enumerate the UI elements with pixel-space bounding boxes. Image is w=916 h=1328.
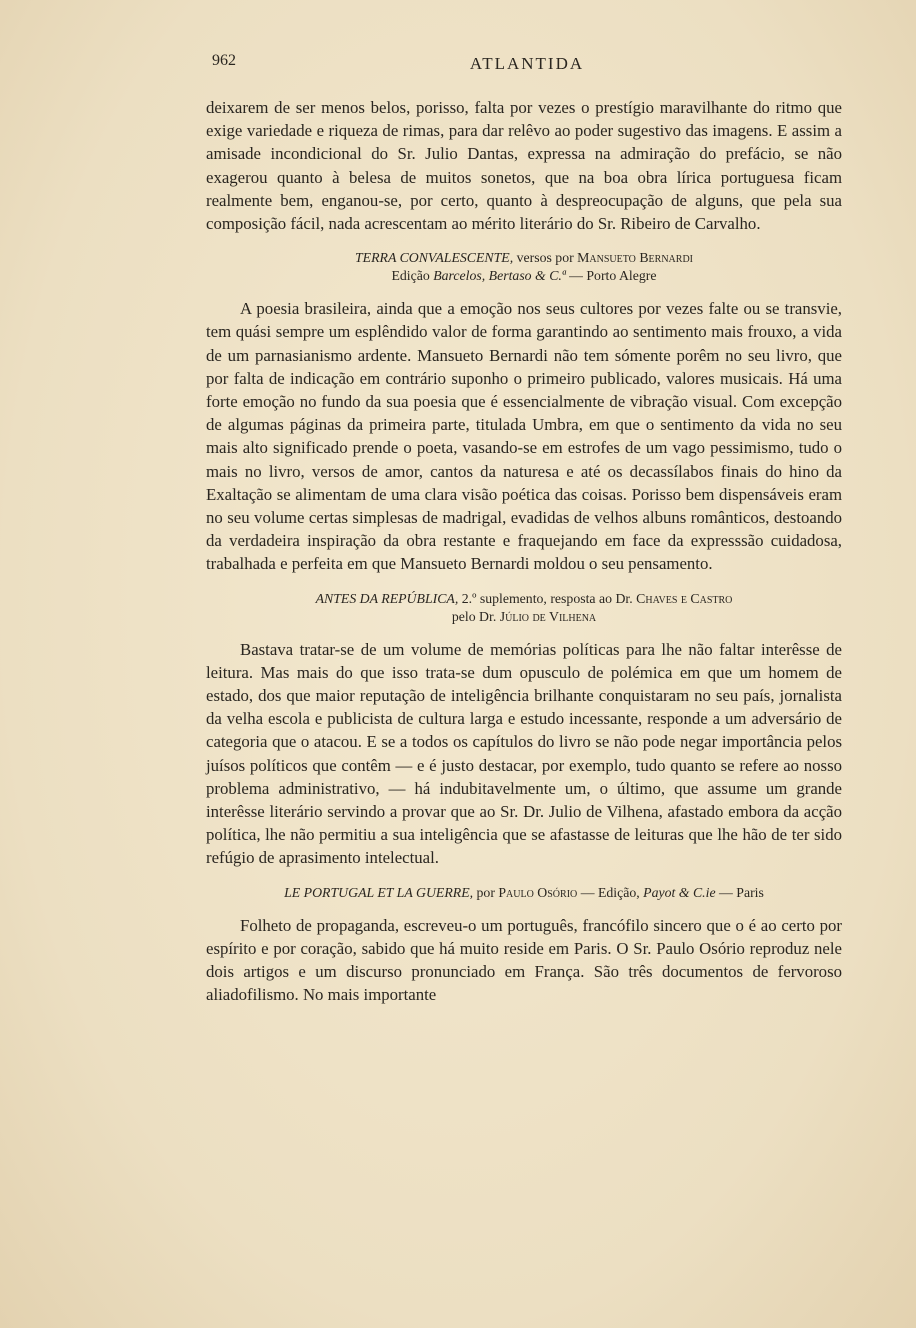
journal-title: ATLANTIDA	[469, 54, 585, 73]
review-heading-text: versos por	[513, 250, 578, 266]
review-title: TERRA CONVALESCENTE,	[354, 250, 514, 266]
review-author: Chaves e Castro	[636, 590, 733, 606]
review-heading-text: 2.º suplemento, resposta ao Dr.	[458, 590, 637, 606]
review-author: Paulo Osório	[498, 884, 578, 900]
review-heading-line-2	[206, 267, 842, 285]
intro-paragraph: deixarem de ser menos belos, porisso, falta por vezes o prestígio maravilhante do ritmo que exige variedade e riqueza de rimas, para dar relêvo ao poder sugestivo das imagens. E assim a amisade incondicional do Sr. Julio Dantas, expressa na admiração do prefácio, se não exagerou quanto à belesa de muitos sonetos, que na boa obra lírica portuguesa ficam realmente bem, enganou-se, por certo, quanto à despreocupação de alguns, que pela sua composição fácil, nada acrescentam ao mérito literário do Sr. Ribeiro de Carvalho.	[206, 98, 842, 234]
review-publisher: Payot & C.ie	[643, 884, 716, 900]
review-heading-text: — Porto Alegre	[565, 268, 657, 284]
review-heading-text: — Edição,	[577, 884, 644, 900]
review-publisher: Júlio de Vilhena	[499, 608, 597, 624]
review-heading-text: pelo Dr.	[451, 608, 500, 624]
review-body-antes-da-republica: Bastava tratar-se de um volume de memórias políticas para lhe não faltar interêsse de leitura. Mas mais do que isso trata-se dum opusculo de polémica em que um homem de estado, dos que maior reputação de inteligência brilhante conquistaram no seu país, jornalista da velha escola e publicista de cultura larga e estudo incessante, responde a um adversário de categoria que o atacou. E se a todos os capítulos do livro se não pode negar importância pelos juísos políticos que contêm — e é justo destacar, por exemplo, tudo quanto se refere ao nosso problema administrativo, — há indubitavelmente um, o último, que assume um grande interêsse literário servindo a provar que ao Sr. Dr. Julio de Vilhena, afastado embora da acção política, lhe não permitiu a sua inteligência que se afastasse de leituras que lhe hão de ter sido refúgio de aprasimento intelectual.	[206, 639, 842, 868]
review-title: ANTES DA REPÚBLICA,	[315, 590, 459, 606]
page-number: 962	[212, 52, 236, 69]
review-heading-text: por	[473, 884, 499, 900]
review-heading-terra-convalescente	[206, 249, 842, 285]
review-heading-line-1	[206, 590, 842, 608]
review-author: Mansueto Bernardi	[577, 250, 694, 266]
review-heading-le-portugal-et-la-guerre	[206, 884, 842, 902]
review-heading-line-1	[206, 884, 842, 902]
review-heading-text: Edição	[391, 268, 434, 284]
review-body-terra-convalescente: A poesia brasileira, ainda que a emoção nos seus cultores por vezes falte ou se transvie, tem quási sempre um esplêndido valor de forma garantindo ao sentimento mais frouxo, a vida de um parnasianismo ardente. Mansueto Bernardi não tem sómente porêm no seu livro, que por falta de indicação em contrário suponho o primeiro publicado, valores musicais. Há uma forte emoção no fundo da sua poesia que é essencialmente de vibração visual. Com excepção de algumas páginas da primeira parte, titulada Umbra, em que o sentimento da vida no seu mais alto significado prende o poeta, vasando-se em estrofes de um vago pessimismo, tudo o mais no livro, versos de amor, cantos da naturesa e até os decassílabos finais do hino da Exaltação se alimentam de uma clara visão poética das coisas. Porisso bem dispensáveis eram no seu volume certas simplesas de madrigal, evadidas de velhos albuns românticos, destoando da verdadeira inspiração da obra restante e fraquejando em face da expresssão cuidadosa, trabalhada e perfeita em que Mansueto Bernardi moldou o seu pensamento.	[206, 299, 842, 574]
review-heading-text: — Paris	[715, 884, 764, 900]
review-title: LE PORTUGAL ET LA GUERRE,	[284, 884, 474, 900]
review-heading-line-2	[206, 608, 842, 626]
running-head	[212, 52, 842, 82]
review-publisher: Barcelos, Bertaso & C.ª	[433, 268, 566, 284]
review-heading-line-1	[206, 249, 842, 267]
review-heading-antes-da-republica	[206, 590, 842, 626]
page-body	[206, 96, 842, 1007]
review-body-le-portugal-et-la-guerre: Folheto de propaganda, escreveu-o um português, francófilo sincero que o é ao certo por espírito e por coração, sabido que há muito reside em Paris. O Sr. Paulo Osório reproduz nele dois artigos e um discurso pronunciado em França. São três documentos de fervoroso aliadofilismo. No mais importante	[206, 915, 842, 1005]
